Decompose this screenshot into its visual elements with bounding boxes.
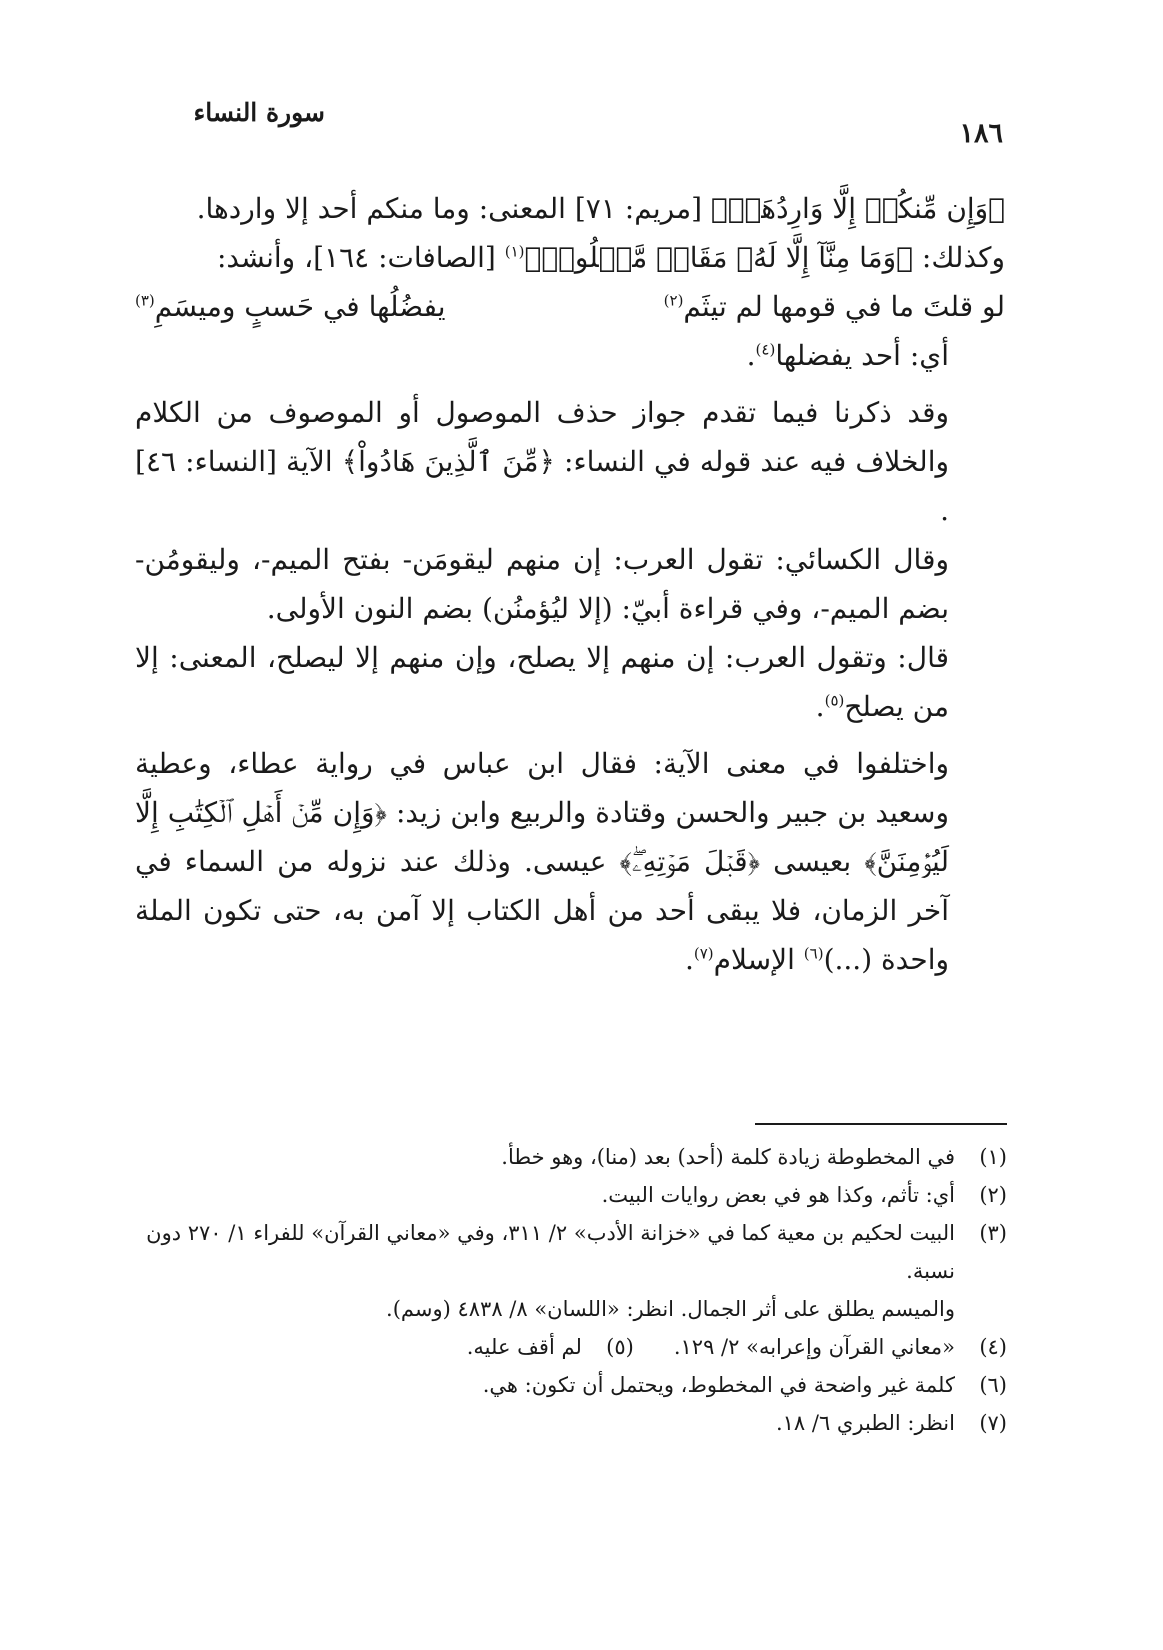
text-line (135, 233, 1005, 282)
footnote-item (132, 1366, 1007, 1404)
footnote-number: (١) (979, 1145, 1007, 1169)
paragraph (135, 739, 1005, 984)
footnote-ref[interactable]: (٥) (824, 691, 845, 710)
footnote-text: كلمة غير واضحة في المخطوط، ويحتمل أن تكون: هي. (482, 1373, 955, 1397)
footnote-item (132, 1214, 1007, 1290)
footnote-number: (٣) (979, 1221, 1007, 1245)
footnote-row (132, 1328, 1007, 1366)
footnote-number: (٥) (606, 1335, 634, 1359)
paragraph-text: وقد ذكرنا فيما تقدم جواز حذف الموصول أو الموصوف من الكلام والخلاف فيه عند قوله في النساء: ﴿مِّنَ ٱلَّذِينَ هَادُواْ﴾ الآية [النساء: ٤٦] . (135, 396, 949, 527)
footnote-item (132, 1176, 1007, 1214)
footnote-number: (٧) (979, 1411, 1007, 1435)
footnote-ref[interactable]: (٧) (693, 944, 714, 963)
paragraph (135, 388, 1005, 535)
footnote-text: «معاني القرآن وإعرابه» ٢/ ١٢٩. (673, 1335, 955, 1359)
paragraph-text: واختلفوا في معنى الآية: فقال ابن عباس في رواية عطاء، وعطية وسعيد بن جبير والحسن وقتادة والربيع وابن زيد: ﴿وَإِن مِّنۡ أَهۡلِ ٱلۡكِتَٰبِ إِلَّا لَيُؤۡمِنَنَّ﴾ بعيسى ﴿قَبۡلَ مَوۡتِهِۦۖ﴾ عيسى. وذلك عند نزوله من السماء في آخر الزمان، فلا يبقى أحد من أهل الكتاب إلا آمن به، حتى تكون الملة واحدة (...) (135, 747, 949, 976)
footnote-continuation: والميسم يطلق على أثر الجمال. انظر: «اللسان» ٨/ ٤٨٣٨ (وسم). (386, 1297, 955, 1321)
footnotes (132, 1138, 1007, 1442)
footnote-item (674, 1328, 1007, 1366)
punctuation: . (746, 339, 756, 372)
footnote-text: لم أقف عليه. (466, 1335, 582, 1359)
poetry-verse (135, 282, 1005, 331)
footnote-item (132, 1404, 1007, 1442)
paragraph (135, 633, 1005, 731)
page-number: ١٨٦ (959, 118, 1003, 149)
quran-citation: وكذلك: ﴿وَمَا مِنَّآ إِلَّا لَهُۥ مَقَامٞ مَّعۡلُومٞ﴾ (524, 241, 1005, 274)
footnote-ref[interactable]: (٣) (135, 291, 155, 310)
footnote-text: انظر: الطبري ٦/ ١٨. (775, 1411, 955, 1435)
paragraph (135, 535, 1005, 633)
citation-text: [الصافات: ١٦٤]، وأنشد: (216, 241, 505, 274)
paragraph-text: وقال الكسائي: تقول العرب: إن منهم ليقومَن- بفتح الميم-، وليقومُن- بضم الميم-، وفي قراءة أبيّ: (إلا ليُؤمنُن) بضم النون الأولى. (135, 543, 949, 625)
explanation-text: أي: أحد يفضلها (775, 339, 949, 372)
footnote-ref[interactable]: (١) (504, 242, 525, 261)
text-line (135, 184, 1005, 233)
footnote-ref[interactable]: (٦) (803, 944, 824, 963)
punctuation: . (815, 690, 825, 723)
verse-second-hemistich (135, 282, 446, 331)
footnote-ref[interactable]: (٢) (663, 291, 684, 310)
paragraph-text: الإسلام (713, 943, 804, 976)
quran-citation-line: ﴿وَإِن مِّنكُمۡ إِلَّا وَارِدُهَاۚ﴾ [مريم: ٧١] المعنى: وما منكم أحد إلا واردها. (196, 192, 1005, 225)
punctuation: . (684, 943, 694, 976)
hemistich-text: يفضُلُها في حَسبٍ وميسَمِ (154, 290, 446, 323)
footnote-number: (٤) (979, 1335, 1007, 1359)
verse-first-hemistich (664, 282, 1005, 331)
footnote-number: (٢) (979, 1183, 1007, 1207)
footnote-item (132, 1138, 1007, 1176)
footnote-text: أي: تأثم، وكذا هو في بعض روايات البيت. (601, 1183, 955, 1207)
running-header-surah: سورة النساء (193, 98, 325, 127)
footnote-text: البيت لحكيم بن معية كما في «خزانة الأدب» ٢/ ٣١١، وفي «معاني القرآن» للفراء ١/ ٢٧٠ دون نسبة. (146, 1221, 955, 1283)
footnote-ref[interactable]: (٤) (755, 340, 776, 359)
footnote-number: (٦) (979, 1373, 1007, 1397)
paragraph-text: قال: وتقول العرب: إن منهم إلا يصلح، وإن منهم إلا ليصلح، المعنى: إلا من يصلح (135, 641, 949, 723)
main-text (135, 184, 1005, 984)
footnote-item (467, 1328, 634, 1366)
text-line (135, 331, 1005, 380)
footnote-text: في المخطوطة زيادة كلمة (أحد) بعد (منا)، وهو خطأ. (501, 1145, 955, 1169)
hemistich-text: لو قلتَ ما في قومها لم تيثَم (683, 290, 1005, 323)
footnote-separator (755, 1123, 1007, 1125)
